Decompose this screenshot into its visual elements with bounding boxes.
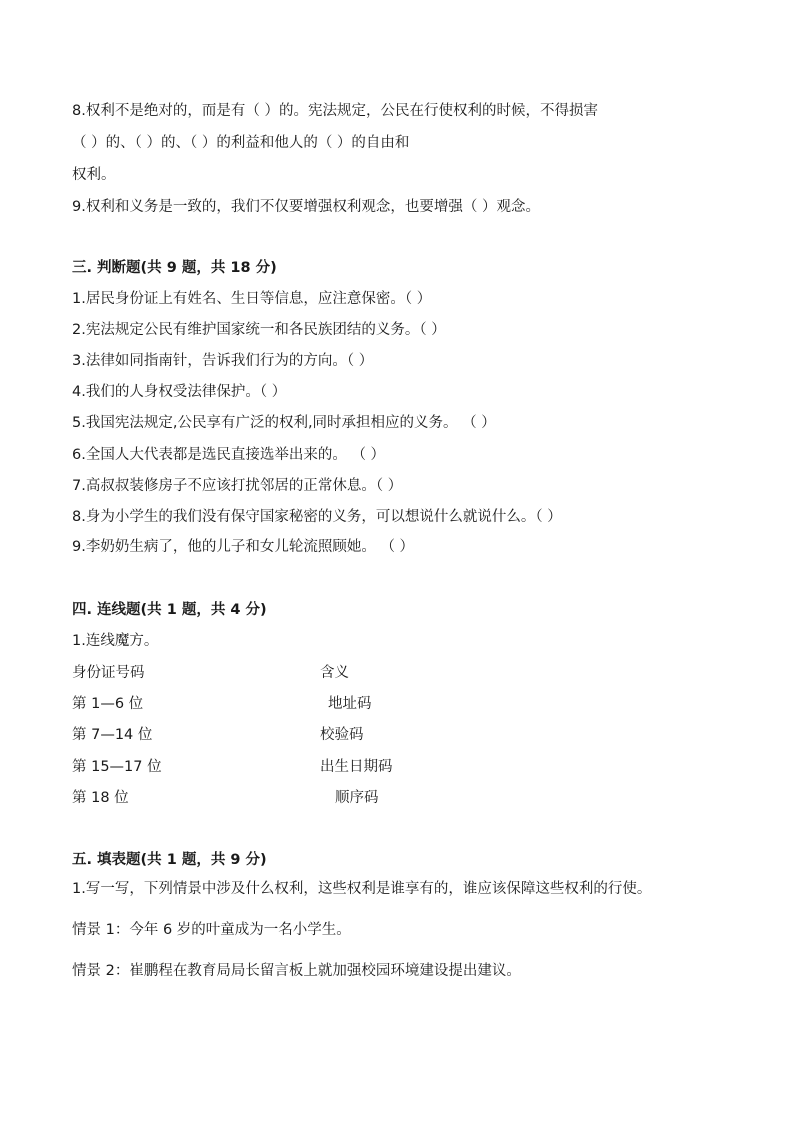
match-right-item: 顺序码 xyxy=(335,790,379,806)
judge-item: 8.身为小学生的我们没有保守国家秘密的义务，可以想说什么就说什么。（ ） xyxy=(72,509,562,525)
judge-item: 5.我国宪法规定,公民享有广泛的权利,同时承担相应的义务。 （ ） xyxy=(72,415,496,431)
q8-line2: （ ）的、（ ）的、（ ）的利益和他人的（ ）的自由和 xyxy=(72,135,410,151)
match-left-item: 第 15—17 位 xyxy=(72,759,162,775)
match-right-item: 校验码 xyxy=(320,727,364,743)
judge-item: 2.宪法规定公民有维护国家统一和各民族团结的义务。（ ） xyxy=(72,322,446,338)
match-left-item: 第 7—14 位 xyxy=(72,727,153,743)
match-left-item: 身份证号码 xyxy=(72,665,145,681)
table-heading: 五. 填表题(共 1 题，共 9 分) xyxy=(72,852,267,868)
judge-item: 3.法律如同指南针，告诉我们行为的方向。（ ） xyxy=(72,353,374,369)
judge-item: 1.居民身份证上有姓名、生日等信息，应注意保密。（ ） xyxy=(72,291,432,307)
judge-item: 4.我们的人身权受法律保护。（ ） xyxy=(72,384,287,400)
scene-1: 情景 1：今年 6 岁的叶童成为一名小学生。 xyxy=(72,922,351,938)
match-question: 1.连线魔方。 xyxy=(72,633,159,649)
match-left-item: 第 1—6 位 xyxy=(72,696,144,712)
match-right-item: 出生日期码 xyxy=(320,759,393,775)
match-right-item: 地址码 xyxy=(328,696,372,712)
judge-item: 6.全国人大代表都是选民直接选举出来的。 （ ） xyxy=(72,447,386,463)
judge-heading: 三. 判断题(共 9 题，共 18 分) xyxy=(72,260,277,276)
q9: 9.权利和义务是一致的，我们不仅要增强权利观念，也要增强（ ）观念。 xyxy=(72,199,540,215)
judge-item: 9.李奶奶生病了，他的儿子和女儿轮流照顾她。 （ ） xyxy=(72,539,415,555)
match-right-item: 含义 xyxy=(320,665,349,681)
judge-item: 7.高叔叔装修房子不应该打扰邻居的正常休息。（ ） xyxy=(72,478,403,494)
match-left-item: 第 18 位 xyxy=(72,790,129,806)
match-heading: 四. 连线题(共 1 题，共 4 分) xyxy=(72,602,267,618)
q8-line1: 8.权利不是绝对的，而是有（ ）的。宪法规定，公民在行使权利的时候，不得损害 xyxy=(72,103,598,119)
q8-line3: 权利。 xyxy=(72,167,116,183)
table-question: 1.写一写，下列情景中涉及什么权利，这些权利是谁享有的，谁应该保障这些权利的行使。 xyxy=(72,881,652,897)
scene-2: 情景 2：崔鹏程在教育局局长留言板上就加强校园环境建设提出建议。 xyxy=(72,963,521,979)
